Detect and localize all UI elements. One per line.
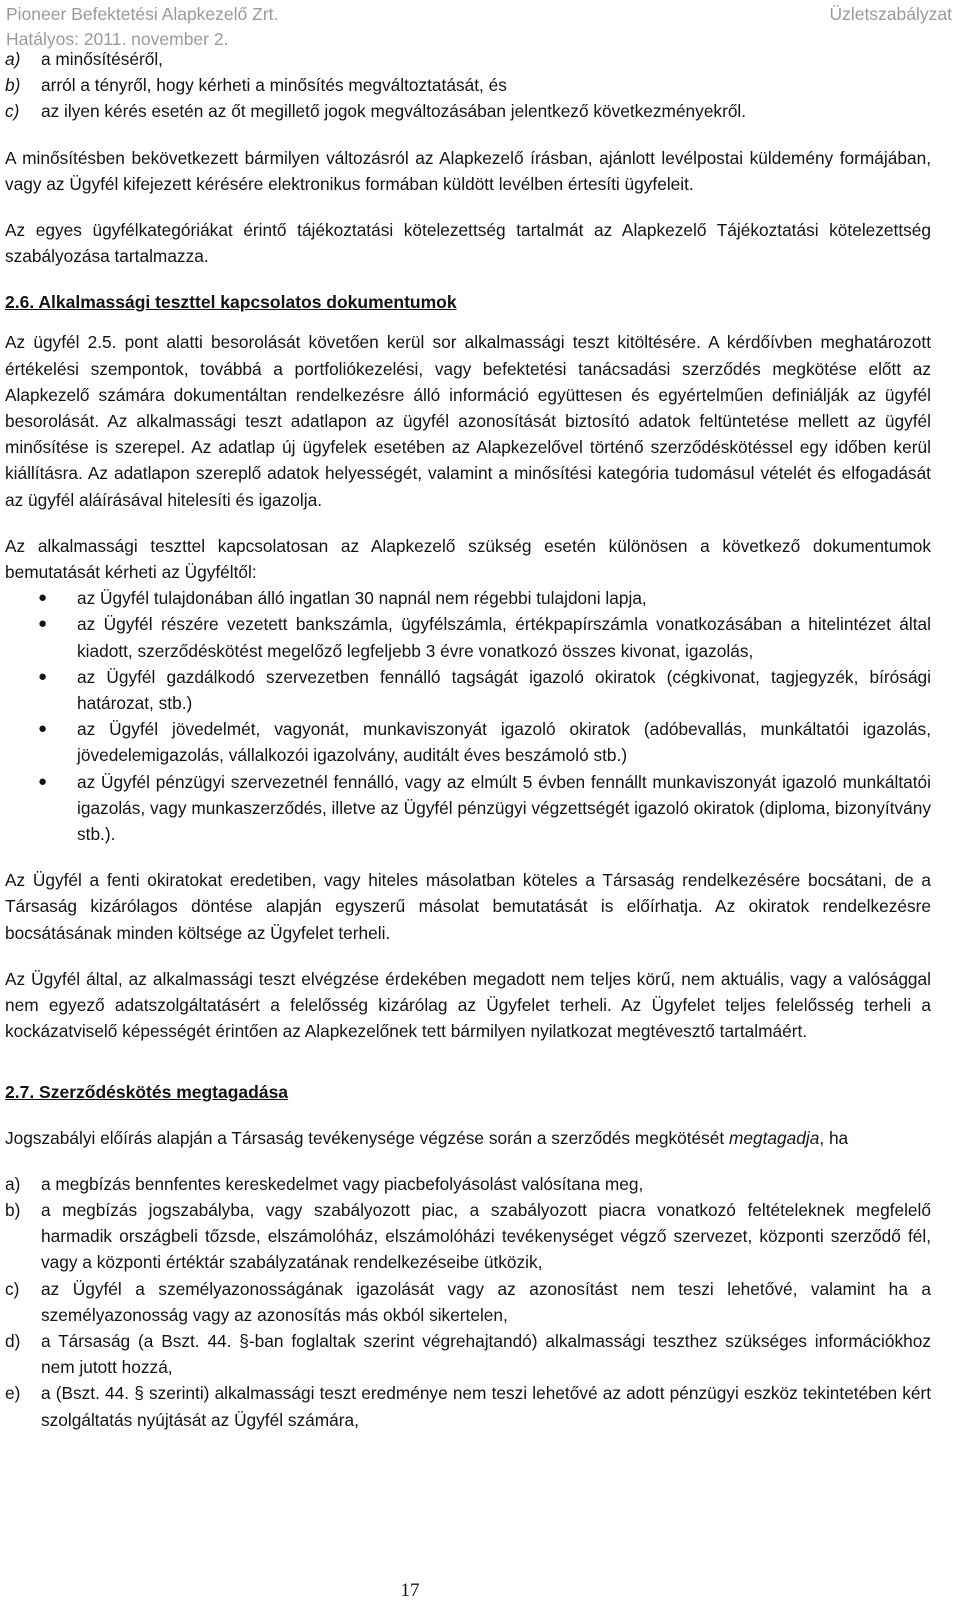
section-heading-2-6: 2.6. Alkalmassági teszttel kapcsolatos dokumentumok	[5, 292, 457, 313]
list-item: b) a megbízás jogszabályba, vagy szabályozott piac, a szabályozott piacra vonatkozó feltételeknek megfelelő harmadik országbeli tőzsde, elszámolóház, elszámolóházi tevékenységet végző szervezet, központi szerződő fél, vagy a központi értéktár szabályzatának rendelkezéseibe ütközik,	[5, 1199, 931, 1273]
page-number: 17	[400, 1580, 420, 1601]
document-body	[5, 46, 931, 1433]
section-heading-2-7: 2.7. Szerződéskötés megtagadása	[5, 1081, 289, 1102]
notification-list	[5, 46, 931, 125]
company-name: Pioneer Befektetési Alapkezelő Zrt.	[6, 4, 279, 24]
list-item: a) a megbízás bennfentes kereskedelmet vagy piacbefolyásolást valósítana meg,	[5, 1173, 644, 1194]
list-item: a) a minősítéséről,	[5, 49, 163, 69]
document-title: Üzletszabályzat	[829, 4, 952, 24]
bullet-icon: ●	[38, 772, 48, 790]
list-item: ● az Ügyfél tulajdonában álló ingatlan 30 napnál nem régebbi tulajdoni lapja,	[5, 585, 931, 611]
list-item: c) az ilyen kérés esetén az őt megillető jogok megváltozásában jelentkező következményekről.	[5, 101, 747, 122]
effective-date: Hatályos: 2011. november 2.	[6, 29, 229, 49]
paragraph-documents-intro: Az alkalmassági teszttel kapcsolatosan az Alapkezelő szükség esetén különösen a következő dokumentumok bemutatását kérheti az Ügyféltől:	[5, 535, 931, 583]
paragraph-change-notice: A minősítésben bekövetkezett bármilyen változásról az Alapkezelő írásban, ajánlott levélpostai küldemény formájában, vagy az Ügyfél kifejezett kérésére elektronikus formában küldött levélben értesíti ügyfeleit.	[5, 147, 931, 194]
list-item: e) a (Bszt. 44. § szerinti) alkalmassági teszt eredménye nem teszi lehetővé az adott pénzügyi eszköz tekintetében kért szolgáltatás nyújtását az Ügyfél számára,	[5, 1383, 931, 1430]
list-item: c) az Ügyfél a személyazonosságának igazolását vagy az azonosítást nem teszi lehetővé, valamint ha a személyazonosság vagy az azonosítás más okból sikertelen,	[5, 1278, 931, 1325]
list-item: ● az Ügyfél pénzügyi szervezetnél fennálló, vagy az elmúlt 5 évben fennállt munkaviszonyát igazoló munkáltatói igazolás, vagy munkaszerződés, illetve az Ügyfél pénzügyi végzettségét igazoló okiratok (diploma, bizonyítvány stb.).	[5, 769, 931, 848]
refusal-list	[5, 1171, 931, 1433]
page-header	[6, 2, 952, 52]
list-item: ● az Ügyfél részére vezetett bankszámla, ügyfélszámla, értékpapírszámla vonatkozásában a hitelintézet által kiadott, szerződéskötést megelőző legfeljebb 3 évre vonatkozó összes kivonat, igazolás,	[5, 611, 931, 663]
documents-bullet-list	[5, 585, 931, 847]
paragraph-originals: Az Ügyfél a fenti okiratokat eredetiben, vagy hiteles másolatban köteles a Társaság rendelkezésére bocsátani, de a Társaság kizárólagos döntése alapján egyszerű másolat bemutatását is előírhatja. Az okiratok rendelkezésre bocsátásának minden költsége az Ügyfelet terheli.	[5, 870, 931, 943]
paragraph-categories: Az egyes ügyfélkategóriákat érintő tájékoztatási kötelezettség tartalmát az Alapkezelő Tájékoztatási kötelezettség szabályozása tartalmazza.	[5, 220, 931, 267]
list-item: b) arról a tényről, hogy kérheti a minősítés megváltoztatását, és	[5, 75, 507, 96]
paragraph-suitability-test: Az ügyfél 2.5. pont alatti besorolását követően kerül sor alkalmassági teszt kitöltésére. A kérdőívben meghatározott értékelési szempontok, továbbá a portfoliókezelési, vagy befektetési tanácsadási szerződés megkötése előtt az Alapkezelő számára dokumentáltan rendelkezésre álló információ együttesen és egyértelműen definiálják az ügyfél besorolását. Az alkalmassági teszt adatlapon az ügyfél azonosítását biztosító adatok feltüntetése mellett az ügyfél minősítése is szerepel. Az adatlap új ügyfelek esetében az Alapkezelővel történő szerződéskötéssel egy időben kerül kiállításra. Az adatlapon szereplő adatok helyességét, valamint a minősítési kategória tudomásul vételét és elfogadását az ügyfél aláírásával hitelesíti és igazolja.	[5, 332, 931, 510]
list-item: ● az Ügyfél gazdálkodó szervezetben fennálló tagságát igazoló okiratok (cégkivonat, tagjegyzék, bírósági határozat, stb.)	[5, 664, 931, 716]
paragraph-refusal-intro: Jogszabályi előírás alapján a Társaság tevékenysége végzése során a szerződés megkötését megtagadja, ha	[5, 1127, 849, 1148]
list-item: d) a Társaság (a Bszt. 44. §-ban foglaltak szerint végrehajtandó) alkalmassági teszthez szükséges információkhoz nem jutott hozzá,	[5, 1330, 931, 1378]
paragraph-liability: Az Ügyfél által, az alkalmassági teszt elvégzése érdekében megadott nem teljes körű, nem aktuális, vagy a valósággal nem egyező adatszolgáltatásért a felelősség kizárólag az Ügyfelet terheli. Az Ügyfelet teljes felelősség terheli a kockázatviselő képességét érintően az Alapkezelőnek tett bármilyen nyilatkozat megtévesztő tartalmáért.	[5, 968, 931, 1042]
bullet-icon: ●	[38, 615, 48, 633]
bullet-icon: ●	[38, 720, 48, 738]
bullet-icon: ●	[38, 589, 48, 607]
list-item: ● az Ügyfél jövedelmét, vagyonát, munkaviszonyát igazoló okiratok (adóbevallás, munkáltatói igazolás, jövedelemigazolás, vállalkozói igazolvány, auditált éves beszámoló stb.)	[5, 716, 931, 768]
bullet-icon: ●	[38, 667, 48, 685]
